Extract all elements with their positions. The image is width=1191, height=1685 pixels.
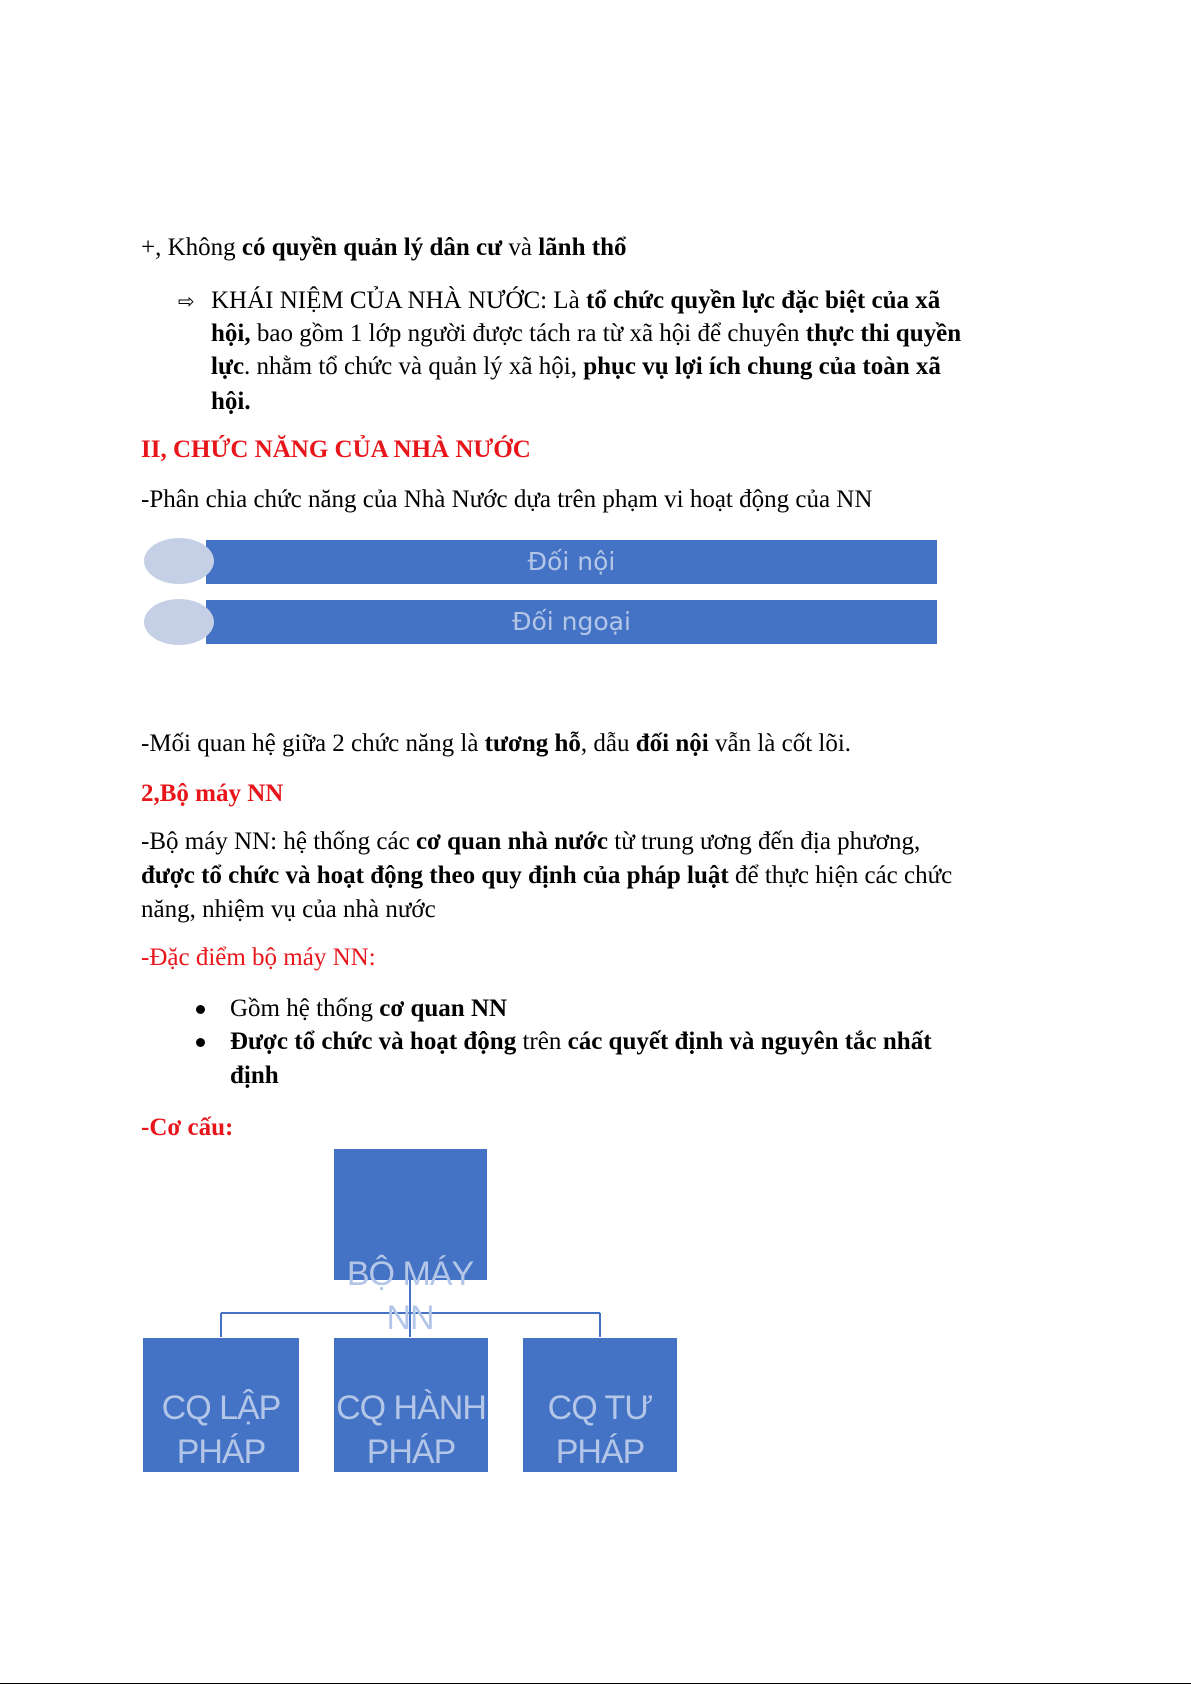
org-node-executive xyxy=(334,1338,488,1472)
section-heading-functions: II, CHỨC NĂNG CỦA NHÀ NƯỚC xyxy=(141,436,531,463)
bold-text: phục vụ lợi ích chung của toàn xã xyxy=(583,353,941,380)
bold-text: các quyết định và nguyên tắc nhất xyxy=(567,1028,932,1055)
bold-text: cơ quan NN xyxy=(379,995,508,1022)
functions-intro: -Phân chia chức năng của Nhà Nước dựa trên phạm vi hoạt động của NN xyxy=(141,486,873,513)
label-line: CQ TƯ xyxy=(547,1389,653,1427)
bold-text: định xyxy=(230,1062,279,1089)
bold-text: tương hỗ xyxy=(484,730,581,757)
text: năng, nhiệm vụ của nhà nước xyxy=(141,896,436,923)
function-label: Đối ngoại xyxy=(512,607,631,636)
structure-heading: -Cơ cấu: xyxy=(141,1114,234,1141)
bold-text: tổ chức quyền lực đặc biệt của xã xyxy=(585,287,941,314)
text: vẫn là cốt lõi. xyxy=(708,730,852,757)
label-line: CQ LẬP xyxy=(161,1389,281,1427)
label-line: PHÁP xyxy=(555,1433,645,1471)
footer-divider xyxy=(0,1683,1191,1684)
text: -Mối quan hệ giữa 2 chức năng là xyxy=(141,730,485,757)
arrow-right-icon: ⇨ xyxy=(178,289,195,313)
text: từ trung ương đến địa phương, xyxy=(608,828,921,855)
label-line: CQ HÀNH xyxy=(336,1389,486,1427)
bold-text: đối nội xyxy=(635,730,709,757)
text: KHÁI NIỆM CỦA NHÀ NƯỚC: Là xyxy=(211,287,586,314)
text: +, Không xyxy=(141,234,242,261)
text: bao gồm 1 lớp người được tách ra từ xã hội để chuyên xyxy=(250,320,806,347)
text: để thực hiện các chức xyxy=(728,862,953,889)
bold-text: được tổ chức và hoạt động theo quy định của pháp luật xyxy=(141,862,729,889)
bold-text: hội, xyxy=(211,320,251,347)
text: và xyxy=(502,234,539,261)
org-node-label xyxy=(503,1386,697,1474)
org-node-judicial xyxy=(523,1338,677,1472)
org-node-root-label xyxy=(310,1252,510,1340)
text: Gồm hệ thống xyxy=(230,995,380,1022)
text: . nhằm tổ chức và quản lý xã hội, xyxy=(244,353,584,380)
text: -Bộ máy NN: hệ thống các xyxy=(141,828,416,855)
bold-text: Được tổ chức và hoạt động xyxy=(230,1028,517,1055)
label-line: PHÁP xyxy=(366,1433,456,1471)
org-node-label xyxy=(314,1386,508,1474)
bold-text: thực thi quyền xyxy=(805,320,962,347)
section-heading-apparatus: 2,Bộ máy NN xyxy=(141,780,284,807)
text: trên xyxy=(516,1028,568,1055)
label-line: PHÁP xyxy=(176,1433,266,1471)
bold-text: có quyền quản lý dân cư xyxy=(241,234,503,261)
org-node-label xyxy=(123,1386,319,1474)
function-label: Đối nội xyxy=(527,547,616,576)
label-line: BỘ MÁY xyxy=(346,1255,474,1293)
bold-text: lãnh thổ xyxy=(538,234,627,261)
bold-text: cơ quan nhà nước xyxy=(415,828,608,855)
text: , dẫu xyxy=(580,730,636,757)
label-line: NN xyxy=(386,1299,434,1337)
bold-text: lực xyxy=(211,353,245,380)
features-heading: -Đặc điểm bộ máy NN: xyxy=(141,944,376,971)
org-node-legislative xyxy=(143,1338,299,1472)
bold-text: hội. xyxy=(211,388,251,415)
